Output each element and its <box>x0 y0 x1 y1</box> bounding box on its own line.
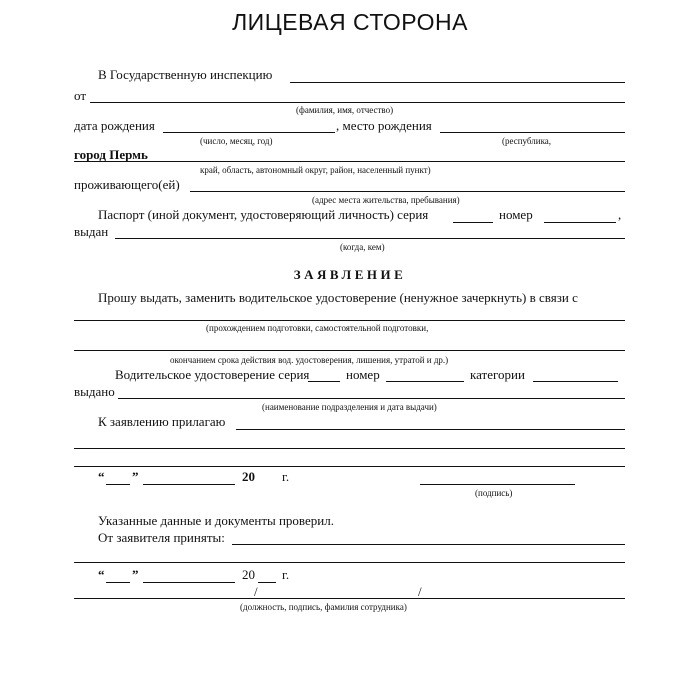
reason-field-1[interactable] <box>74 320 625 321</box>
license-series-label: Водительское удостоверение серия <box>115 367 310 382</box>
reason-hint-2: окончанием срока действия вод. удостоверения, лишения, утратой и др.) <box>170 355 449 365</box>
slash-2: / <box>418 584 422 599</box>
license-number-label: номер <box>346 367 380 382</box>
passport-series-field[interactable] <box>453 222 493 223</box>
employee-field[interactable] <box>74 598 625 599</box>
passport-number-label: номер <box>499 207 533 222</box>
city-field[interactable] <box>74 161 625 162</box>
reason-field-2[interactable] <box>74 350 625 351</box>
birth-date-field[interactable] <box>163 132 335 133</box>
attachments-field-2[interactable] <box>74 448 625 449</box>
received-label: От заявителя приняты: <box>98 530 225 545</box>
verif-month-field[interactable] <box>143 582 235 583</box>
from-label: от <box>74 88 87 103</box>
verif-year-field[interactable] <box>258 582 276 583</box>
statement-heading: ЗАЯВЛЕНИЕ <box>293 267 407 282</box>
verif-year-suffix: г. <box>282 567 290 582</box>
inspection-field[interactable] <box>290 82 625 83</box>
category-field[interactable] <box>533 381 618 382</box>
date-quote-close: ” <box>132 469 139 484</box>
year-suffix: г. <box>282 469 290 484</box>
inspection-label: В Государственную инспекцию <box>98 67 273 82</box>
verif-quote-close: ” <box>132 567 139 582</box>
employee-hint: (должность, подпись, фамилия сотрудника) <box>240 602 407 612</box>
date-month-field[interactable] <box>143 484 235 485</box>
signature-hint: (подпись) <box>475 488 513 498</box>
republic-hint: (республика, <box>502 136 552 146</box>
department-hint: (наименование подразделения и дата выдачи) <box>262 402 437 412</box>
category-label: категории <box>470 367 525 382</box>
request-text: Прошу выдать, заменить водительское удостоверение (ненужное зачеркнуть) в связи с <box>98 290 578 305</box>
checked-text: Указанные данные и документы проверил. <box>98 513 334 528</box>
birth-place-field[interactable] <box>440 132 625 133</box>
birth-date-hint: (число, месяц, год) <box>200 136 273 146</box>
date-quote-open: “ <box>98 469 105 484</box>
fio-hint: (фамилия, имя, отчество) <box>296 105 394 115</box>
passport-number-field[interactable] <box>544 222 616 223</box>
residence-field[interactable] <box>190 191 625 192</box>
issued-label: выдан <box>74 224 109 239</box>
region-hint: край, область, автономный округ, район, населенный пункт) <box>200 165 431 175</box>
passport-label: Паспорт (иной документ, удостоверяющий личность) серия <box>98 207 429 222</box>
page-title: ЛИЦЕВАЯ СТОРОНА <box>232 9 468 35</box>
city-value: город Пермь <box>74 147 148 162</box>
year-prefix: 20 <box>242 469 255 484</box>
verif-quote-open: “ <box>98 567 105 582</box>
issued-by-field[interactable] <box>118 398 625 399</box>
slash-1: / <box>254 584 258 599</box>
residing-label: проживающего(ей) <box>74 177 180 192</box>
date-day-field[interactable] <box>106 484 130 485</box>
verif-day-field[interactable] <box>106 582 130 583</box>
license-series-field[interactable] <box>308 381 340 382</box>
reason-hint-1: (прохождением подготовки, самостоятельной подготовки, <box>206 323 429 333</box>
received-field-2[interactable] <box>74 562 625 563</box>
issued-field[interactable] <box>115 238 625 239</box>
birth-place-label: , место рождения <box>336 118 432 133</box>
attachments-field-1[interactable] <box>236 429 625 430</box>
fio-field[interactable] <box>90 102 625 103</box>
issued-hint: (когда, кем) <box>340 242 385 252</box>
license-number-field[interactable] <box>386 381 464 382</box>
issued-by-label: выдано <box>74 384 115 399</box>
signature-field[interactable] <box>420 484 575 485</box>
attachments-field-3[interactable] <box>74 466 625 467</box>
received-field-1[interactable] <box>232 544 625 545</box>
verif-year-prefix: 20 <box>242 567 255 582</box>
birth-date-label: дата рождения <box>74 118 155 133</box>
address-hint: (адрес места жительства, пребывания) <box>312 195 460 205</box>
attach-label: К заявлению прилагаю <box>98 414 226 429</box>
